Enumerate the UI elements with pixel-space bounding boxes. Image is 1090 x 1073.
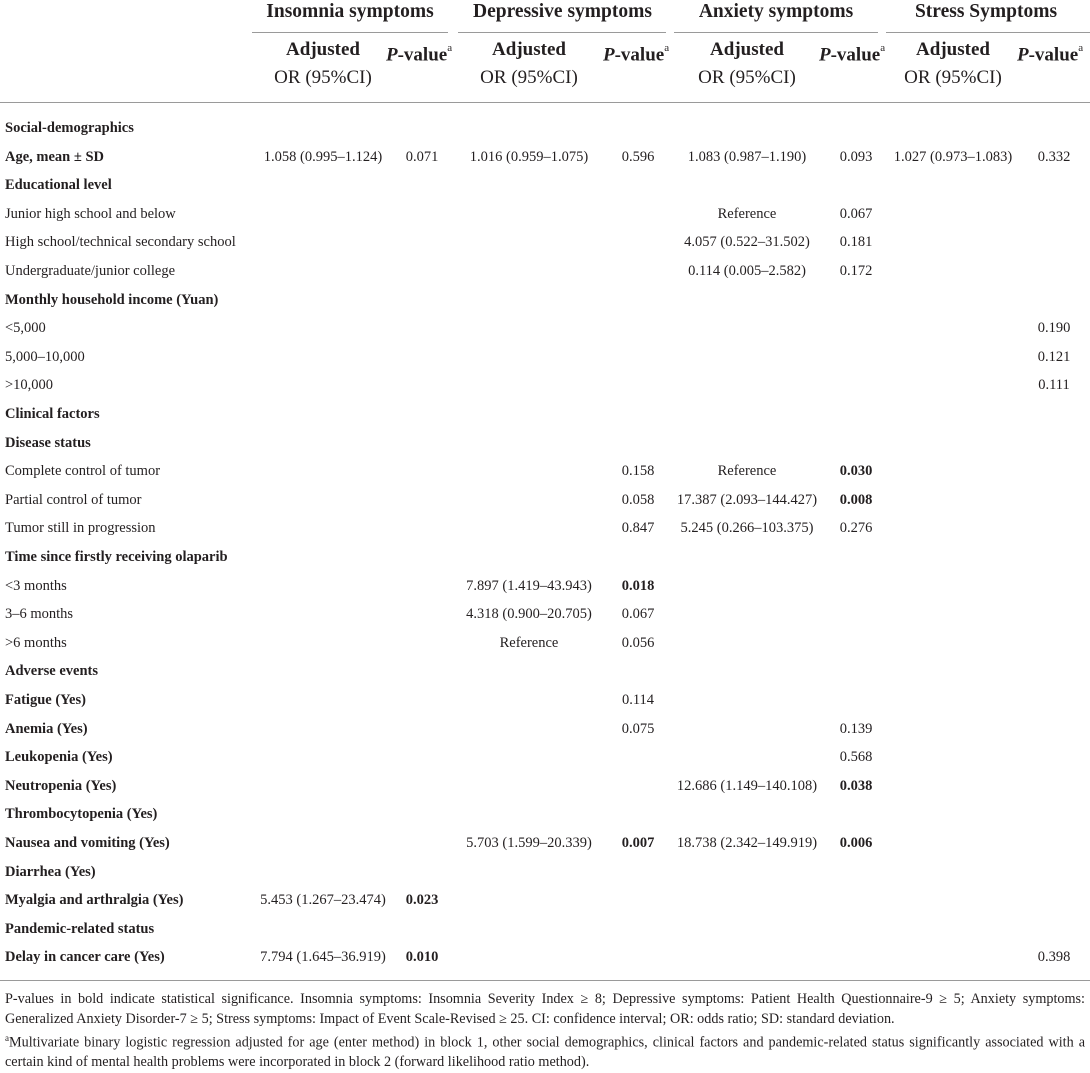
adjusted-or-header — [670, 36, 824, 92]
group-header-stress: Stress Symptoms — [914, 1, 1058, 22]
insomnia-p-cell: 0.023 — [405, 892, 439, 909]
p-value-footnote-marker: a — [664, 42, 670, 54]
p-value-text: -value — [830, 44, 881, 66]
table-row — [0, 829, 1090, 857]
footnote-a — [5, 1029, 1085, 1073]
anxiety-p-cell: 0.172 — [839, 263, 873, 279]
row-label: High school/technical secondary school — [5, 234, 236, 251]
table-row — [0, 457, 1090, 485]
p-value-header — [819, 36, 885, 69]
p-italic: P — [1017, 44, 1029, 66]
p-italic: P — [819, 44, 831, 66]
table-row — [0, 143, 1090, 171]
row-label: Nausea and vomiting (Yes) — [5, 835, 170, 851]
p-value-header — [603, 36, 669, 69]
table-row — [0, 429, 1090, 457]
adjusted-label: Adjusted — [916, 39, 990, 60]
or-ci-label: OR (95%CI) — [480, 67, 578, 88]
depressive-p-cell: 0.596 — [621, 148, 655, 165]
row-label: Adverse events — [5, 663, 99, 680]
anxiety-or-cell: 18.738 (2.342–149.919) — [676, 835, 818, 851]
row-label: Leukopenia (Yes) — [5, 749, 113, 766]
group-underline — [886, 32, 1090, 33]
row-label: Age, mean ± SD — [5, 148, 104, 165]
depressive-p-cell: 0.158 — [621, 463, 655, 480]
table-row — [0, 657, 1090, 685]
adjusted-or-header — [455, 36, 603, 92]
table-row — [0, 486, 1090, 514]
footnote-marker: a — [5, 1033, 9, 1043]
bottom-rule — [0, 980, 1090, 981]
table-row — [0, 314, 1090, 342]
depressive-p-cell: 0.847 — [621, 520, 655, 537]
insomnia-or-cell: 5.453 (1.267–23.474) — [260, 892, 386, 909]
row-label: Thrombocytopenia (Yes) — [5, 806, 158, 823]
depressive-or-cell: 4.318 (0.900–20.705) — [466, 606, 592, 623]
row-label: Monthly household income (Yuan) — [5, 291, 219, 308]
row-label: Anemia (Yes) — [5, 720, 88, 737]
depressive-p-cell: 0.067 — [621, 606, 655, 623]
anxiety-or-cell: 17.387 (2.093–144.427) — [676, 491, 818, 508]
p-value-header — [386, 36, 452, 69]
header-rule — [0, 102, 1090, 103]
stress-p-cell: 0.398 — [1037, 949, 1071, 966]
depressive-p-cell: 0.018 — [621, 577, 655, 594]
anxiety-p-cell: 0.006 — [839, 835, 873, 851]
row-label: >10,000 — [5, 377, 54, 394]
table-row — [0, 572, 1090, 600]
table-row — [0, 772, 1090, 800]
insomnia-p-cell: 0.071 — [405, 148, 439, 165]
table-row — [0, 257, 1090, 285]
p-italic: P — [386, 44, 398, 66]
anxiety-p-cell: 0.093 — [839, 148, 873, 165]
footnote-main: P-values in bold indicate statistical significance. Insomnia symptoms: Insomnia Severity Index ≥ 8; Depressive symptoms: Patient Health Questionnaire-9 ≥ 5; Anxiety symptoms: Generalized Anxiety Disorder-7 ≥ 5; Stress symptoms: Impact of Event Scale-Revised ≥ 25. CI: confidence interval; OR: odds ratio; SD: standard deviation. — [5, 991, 1085, 1027]
row-label: 3–6 months — [5, 606, 74, 623]
adjusted-label: Adjusted — [286, 39, 360, 60]
stress-p-cell: 0.121 — [1037, 348, 1071, 365]
table-row — [0, 743, 1090, 771]
anxiety-p-cell: 0.008 — [839, 491, 873, 508]
group-underline — [458, 32, 666, 33]
insomnia-or-cell: 7.794 (1.645–36.919) — [260, 949, 386, 966]
table-row — [0, 371, 1090, 399]
table-row — [0, 228, 1090, 256]
stress-p-cell: 0.111 — [1038, 377, 1070, 394]
depressive-p-cell: 0.007 — [621, 835, 655, 851]
anxiety-p-cell: 0.067 — [839, 205, 873, 222]
row-label: Complete control of tumor — [5, 463, 161, 480]
table-row — [0, 629, 1090, 657]
row-label: Tumor still in progression — [5, 520, 156, 537]
depressive-or-cell: 7.897 (1.419–43.943) — [466, 577, 592, 594]
depressive-p-cell: 0.058 — [621, 491, 655, 508]
anxiety-or-cell: 5.245 (0.266–103.375) — [680, 520, 814, 537]
table-row — [0, 514, 1090, 542]
anxiety-or-cell: 12.686 (1.149–140.108) — [676, 777, 818, 794]
row-label: <3 months — [5, 577, 67, 594]
table-row — [0, 286, 1090, 314]
anxiety-p-cell: 0.030 — [839, 463, 873, 480]
depressive-p-cell: 0.056 — [621, 634, 655, 651]
table-row — [0, 171, 1090, 199]
table-row — [0, 200, 1090, 228]
group-underline — [674, 32, 878, 33]
p-value-footnote-marker: a — [447, 42, 453, 54]
or-ci-label: OR (95%CI) — [698, 67, 796, 88]
adjusted-or-header — [252, 36, 394, 92]
table-row — [0, 915, 1090, 943]
row-label: Fatigue (Yes) — [5, 692, 86, 708]
row-label: Junior high school and below — [5, 205, 176, 222]
adjusted-or-header — [882, 36, 1024, 92]
table-row — [0, 686, 1090, 714]
p-value-text: -value — [1028, 44, 1079, 66]
group-header-anxiety: Anxiety symptoms — [698, 1, 854, 22]
row-label: Disease status — [5, 434, 91, 451]
anxiety-or-cell: 0.114 (0.005–2.582) — [688, 263, 806, 279]
row-label: Time since firstly receiving olaparib — [5, 549, 228, 565]
table-row — [0, 114, 1090, 142]
group-underline — [252, 32, 448, 33]
depressive-p-cell: 0.075 — [621, 720, 655, 737]
anxiety-p-cell: 0.568 — [839, 749, 873, 766]
p-value-text: -value — [397, 44, 448, 66]
table-row — [0, 858, 1090, 886]
row-label: Clinical factors — [5, 406, 100, 422]
insomnia-or-cell: 1.058 (0.995–1.124) — [263, 148, 383, 165]
row-label: Undergraduate/junior college — [5, 263, 176, 279]
anxiety-p-cell: 0.139 — [839, 720, 873, 737]
stress-p-cell: 0.332 — [1037, 148, 1071, 165]
or-ci-label: OR (95%CI) — [274, 67, 372, 88]
depressive-or-cell: Reference — [499, 634, 559, 651]
row-label: Pandemic-related status — [5, 920, 155, 937]
anxiety-p-cell: 0.276 — [839, 520, 873, 537]
stress-p-cell: 0.190 — [1037, 320, 1071, 337]
row-label: >6 months — [5, 634, 67, 651]
or-ci-label: OR (95%CI) — [904, 67, 1002, 88]
row-label: Social-demographics — [5, 120, 134, 136]
depressive-or-cell: 1.016 (0.959–1.075) — [469, 148, 589, 165]
anxiety-or-cell: 4.057 (0.522–31.502) — [684, 234, 810, 251]
row-label: Educational level — [5, 177, 112, 194]
table-row — [0, 343, 1090, 371]
stress-or-cell: 1.027 (0.973–1.083) — [893, 148, 1013, 165]
p-value-header — [1017, 36, 1083, 69]
insomnia-p-cell: 0.010 — [405, 949, 439, 966]
p-value-footnote-marker: a — [1078, 42, 1084, 54]
depressive-p-cell: 0.114 — [621, 692, 655, 708]
table-row — [0, 600, 1090, 628]
adjusted-label: Adjusted — [710, 39, 784, 60]
table-row — [0, 400, 1090, 428]
row-label: Delay in cancer care (Yes) — [5, 949, 165, 966]
table-row — [0, 715, 1090, 743]
row-label: Neutropenia (Yes) — [5, 777, 117, 794]
anxiety-p-cell: 0.181 — [839, 234, 873, 251]
row-label: Partial control of tumor — [5, 491, 142, 508]
table-row — [0, 543, 1090, 571]
footnote-a-text: Multivariate binary logistic regression adjusted for age (enter method) in block 1, other social demographics, clinical factors and pandemic-related status significantly associated with a certain kind of mental health problems were incorporated in block 2 (forward likelihood ratio method). — [5, 1034, 1085, 1071]
anxiety-or-cell: Reference — [717, 205, 777, 222]
row-label: Myalgia and arthralgia (Yes) — [5, 892, 184, 909]
row-label: Diarrhea (Yes) — [5, 863, 96, 880]
p-value-footnote-marker: a — [880, 42, 886, 54]
anxiety-p-cell: 0.038 — [839, 777, 873, 794]
row-label: 5,000–10,000 — [5, 348, 85, 365]
table-row — [0, 886, 1090, 914]
table-row — [0, 943, 1090, 971]
p-value-text: -value — [614, 44, 665, 66]
table-row — [0, 800, 1090, 828]
adjusted-label: Adjusted — [492, 39, 566, 60]
anxiety-or-cell: Reference — [717, 463, 777, 480]
group-header-insomnia: Insomnia symptoms — [266, 1, 434, 22]
depressive-or-cell: 5.703 (1.599–20.339) — [466, 835, 592, 851]
anxiety-or-cell: 1.083 (0.987–1.190) — [687, 148, 807, 165]
row-label: <5,000 — [5, 320, 46, 337]
p-italic: P — [603, 44, 615, 66]
group-header-depressive: Depressive symptoms — [473, 1, 652, 22]
